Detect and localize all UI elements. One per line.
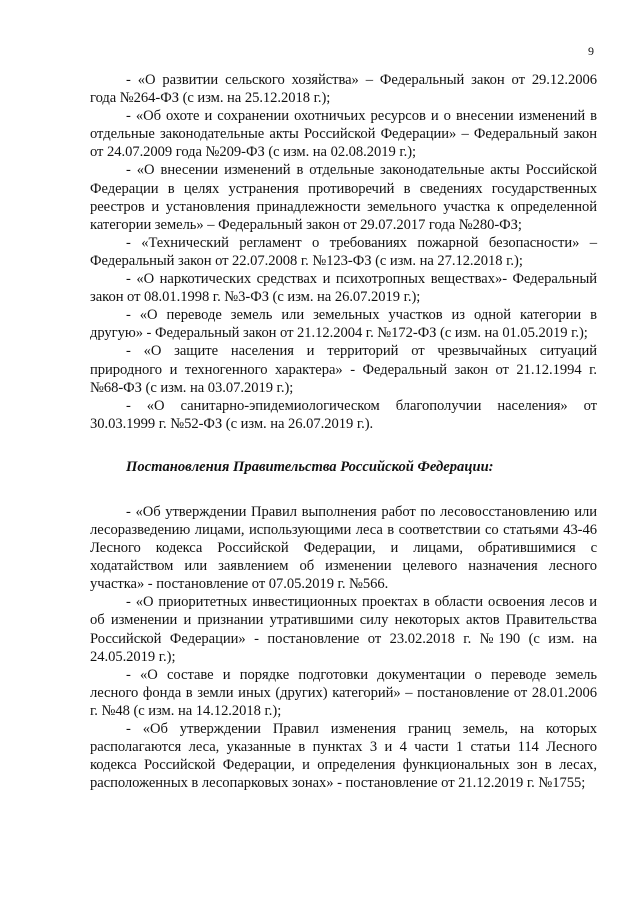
section-heading: Постановления Правительства Российской Федерации:	[126, 458, 494, 475]
list-item: - «О внесении изменений в отдельные законодательные акты Российской Федерации в целях устранения противоречий в сведениях государственных реестров и установления принадлежности земельного участка к определенной категории земель» – Федеральный закон от 29.07.2017 года №280-ФЗ;	[90, 162, 597, 233]
list-item: - «О приоритетных инвестиционных проектах в области освоения лесов и об изменении и признании утратившими силу некоторых актов Правительства Российской Федерации» - постановление от 23.02.2018 г. №190 (с изм. на 24.05.2019 г.);	[90, 594, 597, 665]
list-item: - «О составе и порядке подготовки документации о переводе земель лесного фонда в земли иных (других) категорий» – постановление от 28.01.2006 г. №48 (с изм. на 14.12.2018 г.);	[90, 666, 597, 719]
list-item: - «Об охоте и сохранении охотничьих ресурсов и о внесении изменений в отдельные законодательные акты Российской Федерации» – Федеральный закон от 24.07.2009 года №209-ФЗ (с изм. на 02.08.2019 г.);	[90, 108, 597, 161]
list-item: - «Технический регламент о требованиях пожарной безопасности» – Федеральный закон от 22.07.2008 г. №123-ФЗ (с изм. на 27.12.2018 г.);	[90, 234, 597, 269]
list-item: - «О защите населения и территорий от чрезвычайных ситуаций природного и техногенного характера» - Федеральный закон от 21.12.1994 г. №68-ФЗ (с изм. на 03.07.2019 г.);	[90, 343, 597, 396]
list-item: - «О переводе земель или земельных участков из одной категории в другую» - Федеральный закон от 21.12.2004 г. №172-ФЗ (с изм. на 01.05.2019 г.);	[90, 307, 597, 342]
government-decrees-list	[90, 503, 597, 793]
list-item: - «О санитарно-эпидемиологическом благополучии населения» от 30.03.1999 г. №52-ФЗ (с изм. на 26.07.2019 г.).	[90, 397, 597, 432]
federal-laws-list	[90, 71, 597, 433]
page-number: 9	[588, 44, 594, 58]
list-item: - «О развитии сельского хозяйства» – Федеральный закон от 29.12.2006 года №264-ФЗ (с изм. на 25.12.2018 г.);	[90, 72, 597, 107]
list-item: - «О наркотических средствах и психотропных веществах»- Федеральный закон от 08.01.1998 г. №3-ФЗ (с изм. на 26.07.2019 г.);	[90, 271, 597, 306]
list-item: - «Об утверждении Правил выполнения работ по лесовосстановлению или лесоразведению лицами, использующими леса в соответствии со статьями 43-46 Лесного кодекса Российской Федерации, и лицами, обратившимися с ходатайством или заявлением об изменении целевого назначения лесного участка» - постановление от 07.05.2019 г. №566.	[90, 503, 597, 593]
document-body	[90, 71, 597, 792]
list-item: - «Об утверждении Правил изменения границ земель, на которых располагаются леса, указанные в пунктах 3 и 4 части 1 статьи 114 Лесного кодекса Российской Федерации, и определения функциональных зон в лесах, расположенных в лесопарковых зонах» - постановление от 21.12.2019 г. №1755;	[90, 721, 597, 792]
